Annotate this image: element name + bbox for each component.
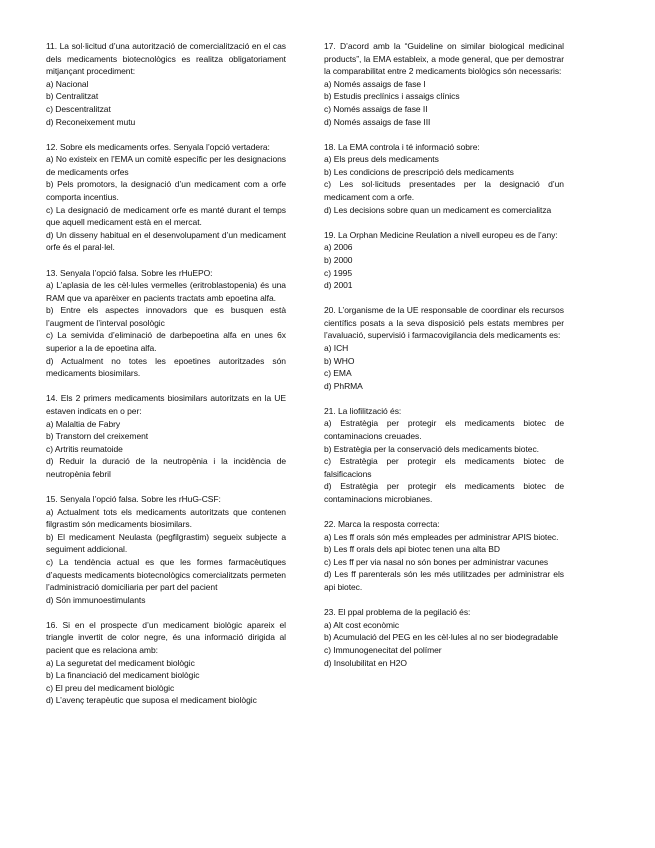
answer-option: b) El medicament Neulasta (pegfilgrastim) segueix subjecte a seguiment addicional.	[46, 531, 286, 555]
question-stem: 13. Senyala l’opció falsa. Sobre les rHuEPO:	[46, 267, 213, 278]
answer-option: a) Només assaigs de fase I	[324, 78, 426, 89]
question-block	[46, 267, 286, 380]
answer-option: b) Centralitzat	[46, 91, 99, 102]
answer-option: c) Les ff per via nasal no són bones per administrar vacunes	[324, 556, 549, 567]
question-block	[324, 405, 564, 506]
answer-option: b) Estudis preclínics i assaigs clínics	[324, 91, 460, 102]
question-block	[46, 40, 286, 128]
answer-option: d) Insolubilitat en H2O	[324, 657, 407, 668]
answer-option: d) Les ff parenterals són les més utilitzades per administrar els api biotec.	[324, 569, 564, 593]
answer-option: d) Reconeixement mutu	[46, 116, 136, 127]
question-stem: 22. Marca la resposta correcta:	[324, 519, 440, 530]
answer-option: b) Entre els aspectes innovadors que es busquen està l’augment de l’interval posològic	[46, 305, 286, 328]
answer-option: a) L’aplasia de les cèl·lules vermelles (eritroblastopenia) és una RAM que va aparèixer en pacients tractats amb epoetina alfa.	[46, 280, 286, 303]
answer-option: b) Acumulació del PEG en les cèl·lules al no ser biodegradable	[324, 632, 559, 643]
answer-option: d) L’avenç terapèutic que suposa el medicament biològic	[46, 695, 257, 706]
question-block	[46, 619, 286, 707]
question-stem: 23. El ppal problema de la pegilació és:	[324, 607, 471, 618]
answer-option: c) Només assaigs de fase II	[324, 103, 428, 114]
answer-option: a) Estratègia per protegir els medicaments biotec de contaminacions creuades.	[324, 418, 564, 442]
question-stem: 11. La sol·licitud d’una autorització de comercialització en el cas dels medicaments biotecnològics es realitza obligatoriament mitjançant procediment:	[46, 41, 286, 77]
answer-option: b) La financiació del medicament biològic	[46, 670, 200, 681]
question-block	[324, 141, 564, 217]
question-block	[324, 606, 564, 669]
right-column	[324, 40, 564, 682]
question-block	[46, 493, 286, 606]
answer-option: b) Transtorn del creixement	[46, 431, 149, 442]
question-stem: 16. Si en el prospecte d’un medicament biològic apareix el triangle invertit de color negre, és una informació dirigida al pacient que es relaciona amb:	[46, 619, 286, 656]
answer-option: d) PhRMA	[324, 380, 363, 391]
answer-option: c) La tendència actual es que les formes farmacèutiques d’aquests medicaments biotecnològics comercialitzats permeten l’administració domiciliaria per part del pacient	[46, 556, 286, 593]
answer-option: d) 2001	[324, 280, 353, 291]
question-block	[324, 518, 564, 594]
answer-option: a) 2006	[324, 242, 353, 253]
question-stem: 15. Senyala l’opció falsa. Sobre les rHuG-CSF:	[46, 494, 221, 504]
question-stem: 20. L’organisme de la UE responsable de coordinar els recursos científics posats a la seva disposició pels estats membres per l’avaluació, supervisió i farmacovigilancia dels medicaments es:	[324, 305, 564, 341]
question-block	[324, 40, 564, 128]
answer-option: a) Alt cost econòmic	[324, 619, 400, 630]
question-stem: 12. Sobre els medicaments orfes. Senyala l’opció vertadera:	[46, 141, 270, 152]
question-stem: 18. La EMA controla i té informació sobre:	[324, 141, 480, 152]
answer-option: b) WHO	[324, 355, 355, 366]
question-block	[324, 229, 564, 292]
answer-option: a) No existeix en l’EMA un comitè específic per les designacions de medicaments orfes	[46, 154, 286, 177]
answer-option: c) Artritis reumatoide	[46, 443, 123, 454]
answer-option: c) Descentralitzat	[46, 103, 111, 114]
answer-option: a) Les ff orals són més empleades per administrar APIS biotec.	[324, 531, 559, 542]
answer-option: c) EMA	[324, 368, 352, 379]
answer-option: d) Reduir la duració de la neutropènia i la incidència de neutropènia febril	[46, 456, 286, 479]
answer-option: d) Estratègia per protegir els medicaments biotec de contaminacions microbianes.	[324, 481, 564, 504]
answer-option: b) 2000	[324, 254, 353, 265]
question-stem: 17. D’acord amb la “Guideline on similar biological medicinal products”, la EMA estableix, a mode general, que per demostrar la comparabilitat entre 2 medicaments biològics són necessaris:	[324, 41, 564, 77]
answer-option: d) Les decisions sobre quan un medicament es comercialitza	[324, 204, 552, 215]
answer-option: c) La semivida d’eliminació de darbepoetina alfa en unes 6x superior a la de epoetina alfa.	[46, 330, 286, 354]
answer-option: c) Estratègia per protegir els medicaments biotec de falsificacions	[324, 456, 564, 479]
question-stem: 21. La liofilització és:	[324, 405, 402, 416]
question-block	[46, 392, 286, 480]
left-column	[46, 40, 286, 720]
answer-option: a) Nacional	[46, 78, 89, 89]
question-block	[46, 141, 286, 254]
answer-option: d) Actualment no totes les epoetines autoritzades són medicaments biosimilars.	[46, 355, 286, 379]
question-stem: 14. Els 2 primers medicaments biosimilars autoritzats en la UE estaven indicats en o per:	[46, 393, 286, 416]
answer-option: a) La seguretat del medicament biològic	[46, 657, 195, 668]
answer-option: c) Immunogenecitat del polímer	[324, 644, 442, 655]
answer-option: b) Estratègia per la conservació dels medicaments biotec.	[324, 443, 539, 454]
answer-option: d) Són immunoestimulants	[46, 594, 146, 605]
question-stem: 19. La Orphan Medicine Reulation a nivell europeu es de l’any:	[324, 229, 558, 240]
answer-option: b) Pels promotors, la designació d’un medicament com a orfe comporta incentius.	[46, 179, 286, 203]
answer-option: b) Les condicions de prescripció dels medicaments	[324, 166, 514, 177]
answer-option: d) Un disseny habitual en el desenvolupament d’un medicament orfe és el paral·lel.	[46, 229, 286, 253]
answer-option: d) Només assaigs de fase III	[324, 116, 431, 127]
answer-option: c) Les sol·licituds presentades per la designació d’un medicament com a orfe.	[324, 179, 564, 203]
answer-option: a) Malaltia de Fabry	[46, 418, 121, 429]
answer-option: c) El preu del medicament biològic	[46, 682, 175, 693]
answer-option: c) 1995	[324, 267, 353, 278]
question-block	[324, 304, 564, 392]
answer-option: a) Actualment tots els medicaments autoritzats que contenen filgrastim són medicaments biosimilars.	[46, 506, 286, 530]
answer-option: a) Els preus dels medicaments	[324, 154, 439, 165]
answer-option: a) ICH	[324, 342, 349, 353]
answer-option: c) La designació de medicament orfe es manté durant el temps que aquell medicament està en el mercat.	[46, 204, 286, 228]
answer-option: b) Les ff orals dels api biotec tenen una alta BD	[324, 544, 501, 555]
